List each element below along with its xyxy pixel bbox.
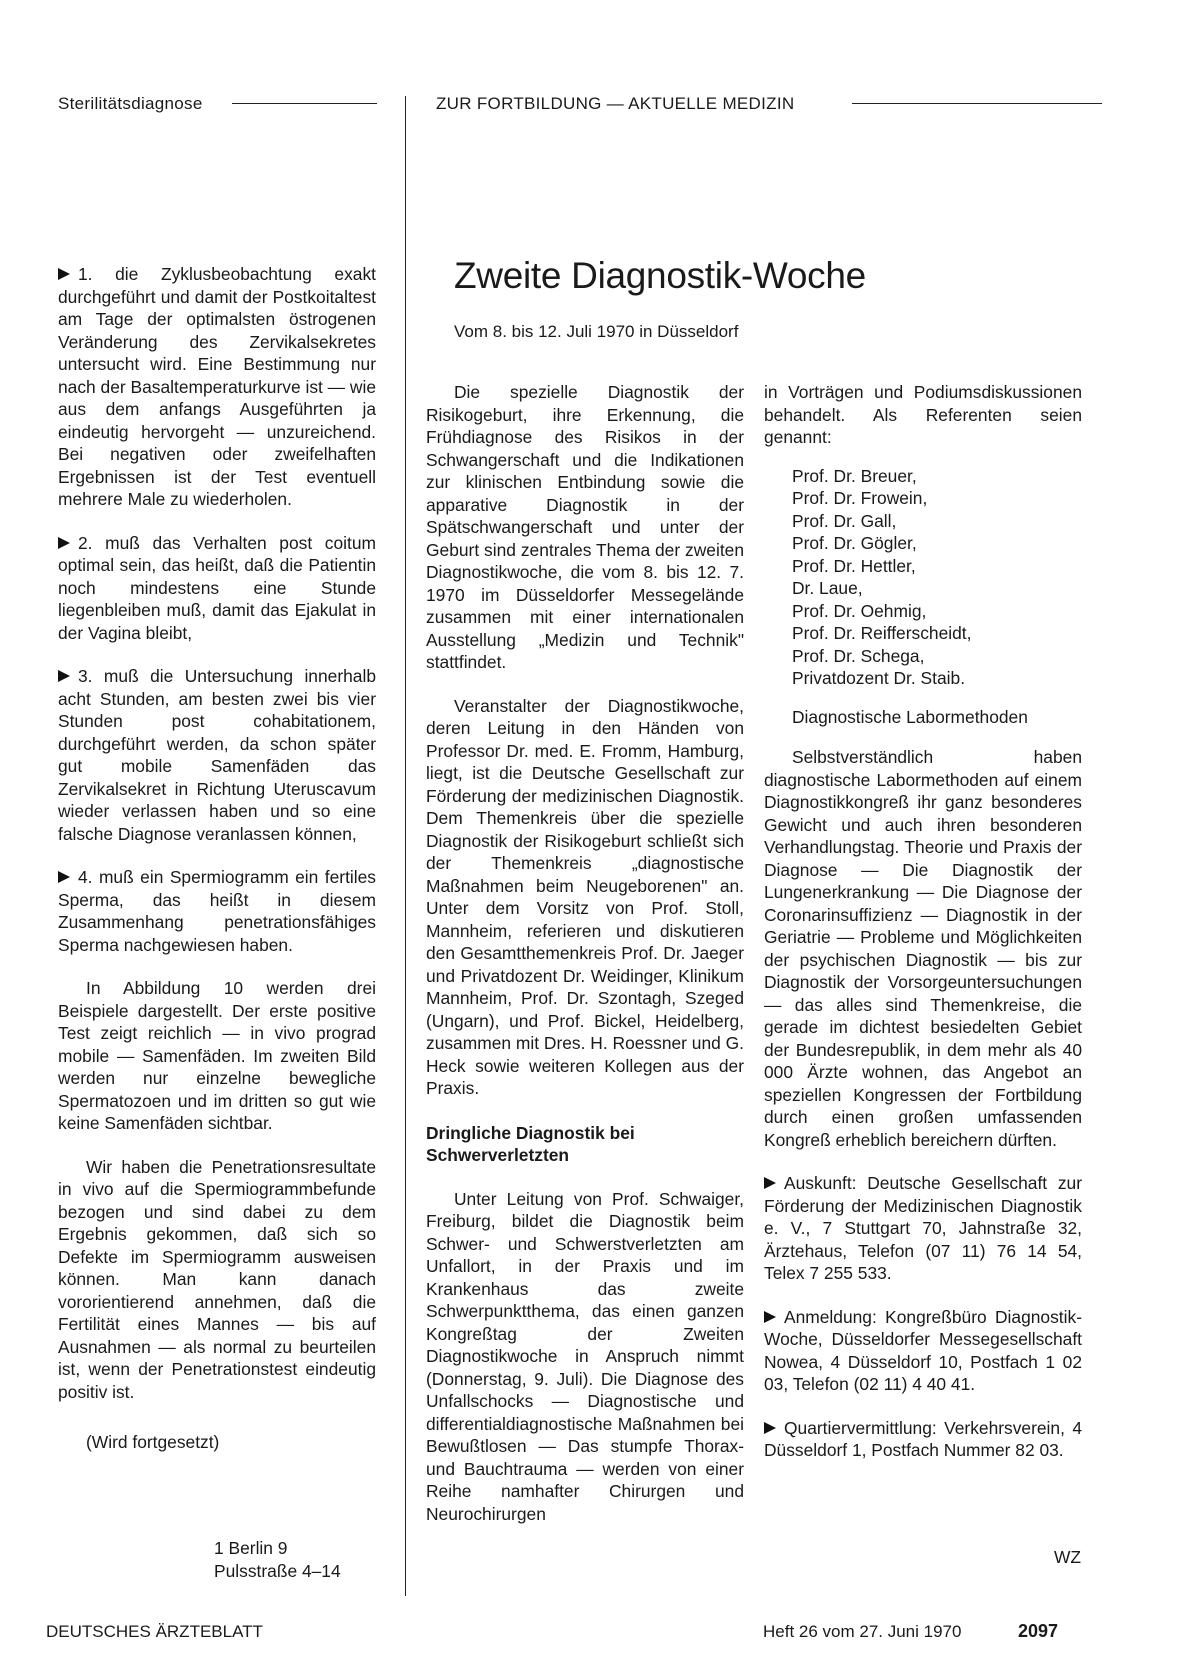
paragraph: Unter Leitung von Prof. Schwaiger, Freiburg, bildet die Diagnostik beim Schwer- und Schwerstverletzten am Unfallort, in der Praxis und im Krankenhaus das zweite Schwerpunktthema, das einen ganzen Kongreßtag der Zweiten Diagnostikwoche in Anspruch nimmt (Donnerstag, 9. Juli). Die Diagnose des Unfallschocks — Diagnostische und differentialdiagnostische Maßnahmen bei Bewußtlosen — Das stumpfe Thorax- und Bauchtrauma — werden von einer Reihe namhafter Chirurgen und Neurochirurgen — [426, 1188, 744, 1524]
paragraph: In Abbildung 10 werden drei Beispiele dargestellt. Der erste positive Test zeigt reichlich — in vivo prograd mobile — Samenfäden. Im zweiten Bild werden nur einzelne bewegliche Spermatozoen und im dritten so gut wie keine Samenfäden sichtbar. — [58, 978, 376, 1133]
info-item: Anmeldung: Kongreßbüro Diagnostik-Woche, Düsseldorfer Messegesellschaft Nowea, 4 Düsseldorf 10, Postfach 1 02 03, Telefon (02 11) 4 40 41. — [764, 1306, 1082, 1394]
list-item: Dr. Laue, — [792, 578, 863, 598]
list-item: Prof. Dr. Frowein, — [792, 488, 928, 508]
list-item: Prof. Dr. Hettler, — [792, 555, 916, 576]
article-subtitle: Vom 8. bis 12. Juli 1970 in Düsseldorf — [454, 322, 739, 341]
list-item: Prof. Dr. Gögler, — [792, 533, 917, 553]
list-item: Prof. Dr. Reifferscheidt, — [792, 623, 972, 643]
header-rule-right — [852, 103, 1102, 104]
column-divider — [405, 96, 406, 1596]
author-address — [214, 1537, 341, 1582]
right-column — [764, 381, 1082, 1462]
middle-column — [426, 381, 744, 1546]
triangle-bullet-icon — [58, 537, 70, 549]
triangle-bullet-icon — [764, 1177, 776, 1189]
section-heading: Dringliche Diagnostik bei Schwerverletzten — [426, 1122, 635, 1165]
section-label: Sterilitätsdiagnose — [58, 94, 203, 113]
article-title: Zweite Diagnostik-Woche — [454, 255, 866, 296]
triangle-bullet-icon — [58, 871, 70, 883]
speaker-list — [764, 465, 1082, 690]
list-item: Prof. Dr. Schega, — [792, 645, 925, 666]
address-line: Pulsstraße 4–14 — [214, 1560, 341, 1581]
info-item: Auskunft: Deutsche Gesellschaft zur Förderung der Medizinischen Diagnostik e. V., 7 Stuttgart 70, Jahnstraße 32, Ärztehaus, Telefon (07 11) 76 14 54, Telex 7 255 533. — [764, 1173, 1082, 1283]
list-item: 4. muß ein Spermiogramm ein fertiles Sperma, das heißt in diesem Zusammenhang penetrationsfähiges Sperma nachgewiesen haben. — [58, 867, 376, 955]
triangle-bullet-icon — [764, 1311, 776, 1323]
issue-info: Heft 26 vom 27. Juni 1970 — [763, 1622, 962, 1641]
info-item: Quartiervermittlung: Verkehrsverein, 4 Düsseldorf 1, Postfach Nummer 82 03. — [764, 1417, 1082, 1460]
list-item: Prof. Dr. Gall, — [792, 510, 897, 531]
continued-note: (Wird fortgesetzt) — [86, 1432, 220, 1452]
list-item: 3. muß die Untersuchung innerhalb acht Stunden, am besten zwei bis vier Stunden post cohabitationem, durchgeführt werden, da schon später gut mobile Samenfäden das Zervikalsekret in Richtung Uteruscavum wieder verlassen haben und so eine falsche Diagnose veranlassen können, — [58, 666, 376, 844]
page-number: 2097 — [1018, 1621, 1059, 1641]
triangle-bullet-icon — [58, 268, 70, 280]
header-rule-left — [232, 103, 377, 104]
journal-name: DEUTSCHES ÄRZTEBLATT — [46, 1622, 263, 1641]
triangle-bullet-icon — [764, 1422, 776, 1434]
list-item: 2. muß das Verhalten post coitum optimal sein, das heißt, daß die Patientin noch mindestens eine Stunde liegenbleiben muß, damit das Ejakulat in der Vagina bleibt, — [58, 532, 376, 643]
paragraph: Selbstverständlich haben diagnostische Labormethoden auf einem Diagnostikkongreß ihr ganz besonderes Gewicht und auch ihren besonderen Verhandlungstag. Theorie und Praxis der Diagnose — Die Diagnostik der Lungenerkrankung — Die Diagnose der Coronarinsuffizienz — Diagnostik in der Geriatrie — Probleme und Möglichkeiten der psychischen Diagnostik — bis zur Diagnostik der Vorsorgeuntersuchungen — das alles sind Themenkreise, die gerade im dichtest besiedelten Gebiet der Bundesrepublik, in dem mehr als 40 000 Ärzte wohnen, das Angebot an speziellen Kongressen der Fortbildung durch einen großen umfassenden Kongreß erheblich bereichern dürften. — [764, 747, 1082, 1150]
list-item: 1. die Zyklusbeobachtung exakt durchgeführt und damit der Postkoitaltest am Tage der optimalsten östrogenen Veränderung des Zervikalsekretes untersucht wird. Eine Bestimmung nur nach der Basaltemperaturkurve ist — wie aus dem anfangs Ausgeführten ja eindeutig hervorgeht — unzureichend. Bei negativen oder zweifelhaften Ergebnissen ist der Test eventuell mehrere Male zu wiederholen. — [58, 264, 376, 509]
list-item: Prof. Dr. Oehmig, — [792, 600, 927, 621]
section-heading: Diagnostische Labormethoden — [792, 706, 1028, 727]
paragraph: Wir haben die Penetrationsresultate in vivo auf die Spermiogrammbefunde bezogen und sind dabei zu dem Ergebnis gekommen, daß sich so Defekte im Spermiogramm ausweisen können. Man kann danach vororientierend annehmen, daß die Fertilität eines Mannes — bis auf Ausnahmen — als normal zu beurteilen ist, wenn der Penetrationstest eindeutig positiv ist. — [58, 1156, 376, 1402]
paragraph: in Vorträgen und Podiumsdiskussionen behandelt. Als Referenten seien genannt: — [764, 382, 1082, 447]
rubric-label: ZUR FORTBILDUNG — AKTUELLE MEDIZIN — [436, 94, 795, 113]
address-line: 1 Berlin 9 — [214, 1538, 288, 1558]
list-item: Privatdozent Dr. Staib. — [792, 668, 966, 688]
author-signature: WZ — [1054, 1547, 1082, 1567]
list-item: Prof. Dr. Breuer, — [792, 465, 917, 486]
paragraph: Die spezielle Diagnostik der Risikogeburt, ihre Erkennung, die Frühdiagnose des Risikos in der Schwangerschaft und die Indikationen zur klinischen Entbindung sowie die apparative Diagnostik in der Spätschwangerschaft und unter der Geburt sind zentrales Thema der zweiten Diagnostikwoche, die vom 8. bis 12. 7. 1970 im Düsseldorfer Messegelände zusammen mit einer internationalen Ausstellung „Medizin und Technik" stattfindet. — [426, 382, 744, 672]
triangle-bullet-icon — [58, 670, 70, 682]
paragraph: Veranstalter der Diagnostikwoche, deren Leitung in den Händen von Professor Dr. med. E. Fromm, Hamburg, liegt, ist die Deutsche Gesellschaft zur Förderung der medizinischen Diagnostik. Dem Themenkreis über die spezielle Diagnostik der Risikogeburt schließt sich der Themenkreis „diagnostische Maßnahmen beim Neugeborenen" an. Unter dem Vorsitz von Prof. Stoll, Mannheim, referieren und diskutieren den Gesamtthemenkreis Prof. Dr. Jaeger und Privatdozent Dr. Weidinger, Klinikum Mannheim, Prof. Dr. Szontagh, Szeged (Ungarn), und Prof. Bickel, Heidelberg, zusammen mit Dres. H. Roessner und G. Heck sowie weiteren Kollegen aus der Praxis. — [426, 695, 744, 1098]
left-column — [58, 263, 376, 1475]
